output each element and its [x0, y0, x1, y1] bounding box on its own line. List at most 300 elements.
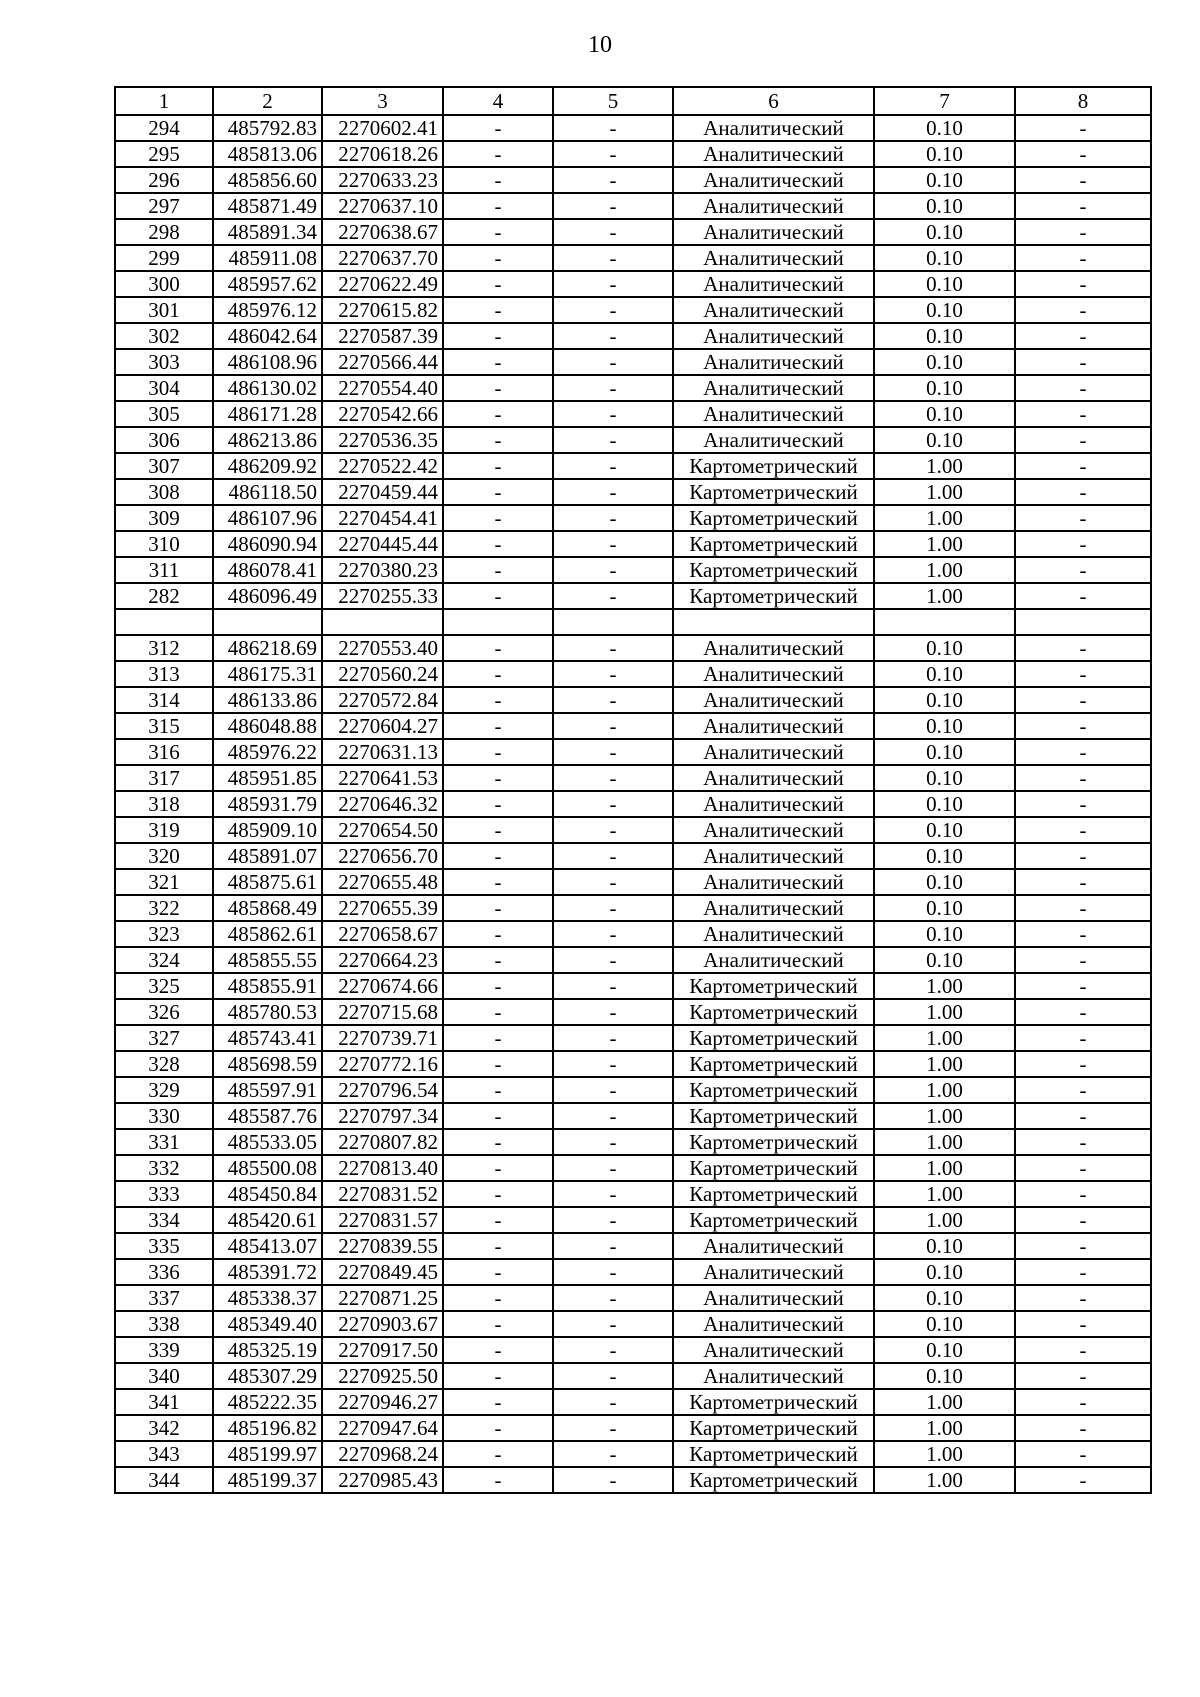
table-cell-col-2: 485909.10: [213, 817, 322, 843]
table-cell-col-6: Аналитический: [673, 297, 874, 323]
table-cell-col-6: Аналитический: [673, 219, 874, 245]
table-row: [115, 1233, 1151, 1259]
table-cell-col-2: 485533.05: [213, 1129, 322, 1155]
table-cell-col-4: -: [443, 349, 553, 375]
table-cell-col-5: -: [553, 1363, 673, 1389]
table-cell-col-4: -: [443, 167, 553, 193]
table-cell-col-7: 0.10: [874, 921, 1015, 947]
table-cell-col-8: -: [1015, 1233, 1151, 1259]
table-cell-col-7: 0.10: [874, 115, 1015, 141]
table-cell-col-2: 485420.61: [213, 1207, 322, 1233]
table-cell-col-2: 486048.88: [213, 713, 322, 739]
table-row: [115, 973, 1151, 999]
table-cell-col-4: -: [443, 635, 553, 661]
table-cell-col-4: -: [443, 583, 553, 609]
table-cell-col-8: -: [1015, 297, 1151, 323]
table-cell-col-6: Аналитический: [673, 1233, 874, 1259]
table-cell-col-3: 2270380.23: [322, 557, 443, 583]
table-cell-col-8: -: [1015, 505, 1151, 531]
table-row: [115, 947, 1151, 973]
table-row: [115, 141, 1151, 167]
table-cell-col-6: Аналитический: [673, 817, 874, 843]
table-row: [115, 921, 1151, 947]
table-cell-col-3: 2270664.23: [322, 947, 443, 973]
table-cell-col-2: 485957.62: [213, 271, 322, 297]
table-cell-col-6: Картометрический: [673, 1103, 874, 1129]
table-cell-col-6: Аналитический: [673, 1311, 874, 1337]
column-header-3: 3: [322, 87, 443, 115]
table-cell-col-1: 324: [115, 947, 213, 973]
table-cell-col-5: -: [553, 453, 673, 479]
table-cell-col-8: -: [1015, 1337, 1151, 1363]
table-cell-col-4: [443, 609, 553, 635]
table-cell-col-5: -: [553, 791, 673, 817]
table-cell-col-5: -: [553, 1025, 673, 1051]
table-cell-col-5: -: [553, 1051, 673, 1077]
table-cell-col-8: -: [1015, 843, 1151, 869]
table-row: [115, 375, 1151, 401]
table-cell-col-3: 2270615.82: [322, 297, 443, 323]
table-cell-col-6: Картометрический: [673, 1155, 874, 1181]
table-cell-col-8: -: [1015, 661, 1151, 687]
table-cell-col-3: 2270255.33: [322, 583, 443, 609]
table-cell-col-5: -: [553, 1207, 673, 1233]
table-cell-col-5: -: [553, 635, 673, 661]
table-cell-col-1: 294: [115, 115, 213, 141]
table-cell-col-6: Картометрический: [673, 1077, 874, 1103]
table-row: [115, 843, 1151, 869]
table-cell-col-3: 2270656.70: [322, 843, 443, 869]
table-cell-col-4: -: [443, 479, 553, 505]
table-row: [115, 349, 1151, 375]
table-cell-col-8: -: [1015, 1311, 1151, 1337]
table-cell-col-1: 302: [115, 323, 213, 349]
table-row: [115, 609, 1151, 635]
table-row: [115, 583, 1151, 609]
table-cell-col-6: Картометрический: [673, 1051, 874, 1077]
table-cell-col-8: -: [1015, 245, 1151, 271]
table-cell-col-4: -: [443, 999, 553, 1025]
table-cell-col-7: 0.10: [874, 765, 1015, 791]
table-cell-col-5: -: [553, 505, 673, 531]
table-row: [115, 1077, 1151, 1103]
table-cell-col-3: 2270536.35: [322, 427, 443, 453]
table-cell-col-7: 0.10: [874, 1259, 1015, 1285]
table-row: [115, 557, 1151, 583]
table-cell-col-1: 330: [115, 1103, 213, 1129]
table-cell-col-3: 2270633.23: [322, 167, 443, 193]
table-cell-col-2: 485597.91: [213, 1077, 322, 1103]
table-cell-col-2: 485813.06: [213, 141, 322, 167]
table-cell-col-5: -: [553, 1077, 673, 1103]
table-cell-col-3: 2270917.50: [322, 1337, 443, 1363]
table-cell-col-1: 314: [115, 687, 213, 713]
table-cell-col-6: Аналитический: [673, 1259, 874, 1285]
table-cell-col-8: -: [1015, 1181, 1151, 1207]
table-cell-col-6: Картометрический: [673, 531, 874, 557]
table-cell-col-1: 300: [115, 271, 213, 297]
table-row: [115, 1311, 1151, 1337]
table-row: [115, 479, 1151, 505]
table-cell-col-5: -: [553, 1389, 673, 1415]
table-cell-col-2: 485891.07: [213, 843, 322, 869]
table-cell-col-6: Аналитический: [673, 687, 874, 713]
table-cell-col-2: 485325.19: [213, 1337, 322, 1363]
table-cell-col-3: 2270968.24: [322, 1441, 443, 1467]
table-cell-col-2: 486213.86: [213, 427, 322, 453]
table-cell-col-2: 485871.49: [213, 193, 322, 219]
table-cell-col-7: 0.10: [874, 349, 1015, 375]
table-cell-col-7: 0.10: [874, 297, 1015, 323]
table-cell-col-8: -: [1015, 1415, 1151, 1441]
table-cell-col-8: -: [1015, 635, 1151, 661]
table-row: [115, 1441, 1151, 1467]
table-cell-col-8: -: [1015, 193, 1151, 219]
table-cell-col-6: Аналитический: [673, 895, 874, 921]
table-cell-col-4: -: [443, 1181, 553, 1207]
table-cell-col-6: Аналитический: [673, 661, 874, 687]
table-cell-col-5: -: [553, 973, 673, 999]
table-cell-col-4: -: [443, 947, 553, 973]
table-cell-col-2: 486130.02: [213, 375, 322, 401]
table-cell-col-5: -: [553, 661, 673, 687]
table-cell-col-1: 323: [115, 921, 213, 947]
table-cell-col-1: 322: [115, 895, 213, 921]
table-cell-col-7: 0.10: [874, 427, 1015, 453]
table-cell-col-3: 2270655.39: [322, 895, 443, 921]
table-cell-col-3: 2270553.40: [322, 635, 443, 661]
table-cell-col-7: 0.10: [874, 1311, 1015, 1337]
table-cell-col-2: 485307.29: [213, 1363, 322, 1389]
table-cell-col-2: 486107.96: [213, 505, 322, 531]
table-cell-col-4: -: [443, 1441, 553, 1467]
table-cell-col-7: 0.10: [874, 869, 1015, 895]
table-cell-col-5: -: [553, 1259, 673, 1285]
table-cell-col-5: -: [553, 323, 673, 349]
table-cell-col-8: [1015, 609, 1151, 635]
table-cell-col-4: -: [443, 843, 553, 869]
table-cell-col-4: -: [443, 531, 553, 557]
table-row: [115, 1181, 1151, 1207]
table-row: [115, 297, 1151, 323]
table-cell-col-2: 485450.84: [213, 1181, 322, 1207]
table-cell-col-8: -: [1015, 1077, 1151, 1103]
table-cell-col-1: 332: [115, 1155, 213, 1181]
table-cell-col-8: -: [1015, 999, 1151, 1025]
table-cell-col-1: 344: [115, 1467, 213, 1493]
table-cell-col-8: -: [1015, 1285, 1151, 1311]
table-cell-col-1: 319: [115, 817, 213, 843]
table-cell-col-4: -: [443, 1129, 553, 1155]
table-cell-col-4: -: [443, 505, 553, 531]
table-cell-col-8: -: [1015, 115, 1151, 141]
table-cell-col-1: 338: [115, 1311, 213, 1337]
table-cell-col-8: -: [1015, 141, 1151, 167]
table-cell-col-5: -: [553, 895, 673, 921]
table-cell-col-3: 2270638.67: [322, 219, 443, 245]
table-cell-col-1: 304: [115, 375, 213, 401]
table-cell-col-2: 485391.72: [213, 1259, 322, 1285]
table-cell-col-3: 2270566.44: [322, 349, 443, 375]
table-cell-col-5: -: [553, 869, 673, 895]
table-cell-col-5: -: [553, 739, 673, 765]
table-cell-col-4: -: [443, 687, 553, 713]
table-cell-col-6: Аналитический: [673, 323, 874, 349]
table-cell-col-2: 485587.76: [213, 1103, 322, 1129]
table-cell-col-4: -: [443, 791, 553, 817]
table-cell-col-8: -: [1015, 869, 1151, 895]
table-cell-col-7: 1.00: [874, 1181, 1015, 1207]
table-cell-col-6: Аналитический: [673, 1363, 874, 1389]
table-cell-col-6: Картометрический: [673, 1181, 874, 1207]
table-cell-col-3: 2270641.53: [322, 765, 443, 791]
table-cell-col-2: 486118.50: [213, 479, 322, 505]
table-cell-col-6: Аналитический: [673, 791, 874, 817]
table-row: [115, 1467, 1151, 1493]
table-cell-col-8: -: [1015, 1051, 1151, 1077]
table-cell-col-7: 0.10: [874, 193, 1015, 219]
table-cell-col-5: -: [553, 115, 673, 141]
table-cell-col-1: 303: [115, 349, 213, 375]
table-cell-col-4: -: [443, 1103, 553, 1129]
table-cell-col-1: 282: [115, 583, 213, 609]
column-header-5: 5: [553, 87, 673, 115]
table-cell-col-2: 485698.59: [213, 1051, 322, 1077]
table-cell-col-4: -: [443, 1337, 553, 1363]
table-cell-col-1: 320: [115, 843, 213, 869]
table-cell-col-2: 486108.96: [213, 349, 322, 375]
table-cell-col-8: -: [1015, 1207, 1151, 1233]
table-cell-col-6: Аналитический: [673, 869, 874, 895]
table-cell-col-4: -: [443, 973, 553, 999]
table-cell-col-4: -: [443, 141, 553, 167]
table-cell-col-7: 1.00: [874, 1025, 1015, 1051]
table-row: [115, 115, 1151, 141]
table-cell-col-1: 295: [115, 141, 213, 167]
table-cell-col-4: -: [443, 1051, 553, 1077]
table-cell-col-1: 336: [115, 1259, 213, 1285]
table-cell-col-8: -: [1015, 739, 1151, 765]
table-cell-col-6: Аналитический: [673, 141, 874, 167]
table-row: [115, 1129, 1151, 1155]
table-cell-col-2: 486218.69: [213, 635, 322, 661]
table-cell-col-1: 296: [115, 167, 213, 193]
table-row: [115, 817, 1151, 843]
table-cell-col-1: 312: [115, 635, 213, 661]
table-cell-col-5: -: [553, 1129, 673, 1155]
table-cell-col-4: -: [443, 661, 553, 687]
table-cell-col-4: -: [443, 193, 553, 219]
table-cell-col-5: -: [553, 401, 673, 427]
table-cell-col-6: Аналитический: [673, 115, 874, 141]
table-cell-col-6: Аналитический: [673, 193, 874, 219]
table-cell-col-7: 1.00: [874, 479, 1015, 505]
table-cell-col-5: -: [553, 583, 673, 609]
table-cell-col-8: -: [1015, 791, 1151, 817]
table-cell-col-2: 486171.28: [213, 401, 322, 427]
table-cell-col-5: -: [553, 167, 673, 193]
table-cell-col-1: 326: [115, 999, 213, 1025]
table-cell-col-3: 2270772.16: [322, 1051, 443, 1077]
table-cell-col-4: -: [443, 427, 553, 453]
table-cell-col-4: -: [443, 765, 553, 791]
table-cell-col-8: -: [1015, 895, 1151, 921]
table-cell-col-4: -: [443, 739, 553, 765]
table-cell-col-2: 486090.94: [213, 531, 322, 557]
table-cell-col-6: Картометрический: [673, 1467, 874, 1493]
table-cell-col-7: 1.00: [874, 999, 1015, 1025]
table-cell-col-4: -: [443, 869, 553, 895]
table-cell-col-2: 485976.12: [213, 297, 322, 323]
table-cell-col-8: -: [1015, 583, 1151, 609]
table-cell-col-2: 486133.86: [213, 687, 322, 713]
table-cell-col-1: 325: [115, 973, 213, 999]
table-cell-col-3: 2270618.26: [322, 141, 443, 167]
page-number: 10: [588, 32, 612, 58]
table-cell-col-3: 2270522.42: [322, 453, 443, 479]
table-cell-col-3: 2270637.70: [322, 245, 443, 271]
table-cell-col-6: Картометрический: [673, 1441, 874, 1467]
table-cell-col-2: [213, 609, 322, 635]
table-cell-col-8: -: [1015, 1441, 1151, 1467]
table-cell-col-5: -: [553, 1181, 673, 1207]
table-cell-col-1: [115, 609, 213, 635]
table-cell-col-1: 297: [115, 193, 213, 219]
table-row: [115, 1025, 1151, 1051]
table-cell-col-4: -: [443, 401, 553, 427]
table-cell-col-8: -: [1015, 765, 1151, 791]
table-cell-col-8: -: [1015, 557, 1151, 583]
table-cell-col-8: -: [1015, 817, 1151, 843]
table-cell-col-7: 0.10: [874, 375, 1015, 401]
column-header-4: 4: [443, 87, 553, 115]
table-cell-col-3: [322, 609, 443, 635]
table-cell-col-1: 331: [115, 1129, 213, 1155]
table-cell-col-2: 485868.49: [213, 895, 322, 921]
table-cell-col-5: -: [553, 375, 673, 401]
table-cell-col-8: -: [1015, 427, 1151, 453]
table-cell-col-8: -: [1015, 947, 1151, 973]
table-cell-col-5: -: [553, 297, 673, 323]
table-cell-col-8: -: [1015, 167, 1151, 193]
table-cell-col-2: 485199.37: [213, 1467, 322, 1493]
coordinates-table: [114, 86, 1152, 1494]
table-cell-col-6: Картометрический: [673, 1389, 874, 1415]
table-cell-col-3: 2270925.50: [322, 1363, 443, 1389]
table-cell-col-2: 485931.79: [213, 791, 322, 817]
table-cell-col-7: 0.10: [874, 739, 1015, 765]
table-cell-col-6: Аналитический: [673, 947, 874, 973]
table-cell-col-1: 315: [115, 713, 213, 739]
table-cell-col-4: -: [443, 1363, 553, 1389]
table-cell-col-6: [673, 609, 874, 635]
table-row: [115, 401, 1151, 427]
table-cell-col-6: Аналитический: [673, 1285, 874, 1311]
table-cell-col-1: 317: [115, 765, 213, 791]
table-cell-col-7: 1.00: [874, 1415, 1015, 1441]
table-cell-col-3: 2270796.54: [322, 1077, 443, 1103]
table-cell-col-3: 2270831.52: [322, 1181, 443, 1207]
table-cell-col-3: 2270646.32: [322, 791, 443, 817]
table-cell-col-3: 2270459.44: [322, 479, 443, 505]
table-cell-col-8: -: [1015, 1467, 1151, 1493]
table-cell-col-5: -: [553, 1103, 673, 1129]
table-cell-col-1: 341: [115, 1389, 213, 1415]
table-row: [115, 1051, 1151, 1077]
table-cell-col-8: -: [1015, 375, 1151, 401]
column-header-1: 1: [115, 87, 213, 115]
table-cell-col-1: 298: [115, 219, 213, 245]
table-cell-col-1: 308: [115, 479, 213, 505]
table-cell-col-1: 337: [115, 1285, 213, 1311]
table-cell-col-1: 310: [115, 531, 213, 557]
table-cell-col-5: [553, 609, 673, 635]
table-cell-col-8: -: [1015, 323, 1151, 349]
table-cell-col-2: 486175.31: [213, 661, 322, 687]
table-cell-col-3: 2270631.13: [322, 739, 443, 765]
table-cell-col-5: -: [553, 1233, 673, 1259]
table-cell-col-2: 485856.60: [213, 167, 322, 193]
table-cell-col-7: 1.00: [874, 505, 1015, 531]
table-cell-col-4: -: [443, 115, 553, 141]
table-cell-col-1: 316: [115, 739, 213, 765]
table-row: [115, 1415, 1151, 1441]
table-cell-col-7: 1.00: [874, 531, 1015, 557]
column-header-6: 6: [673, 87, 874, 115]
table-cell-col-4: -: [443, 453, 553, 479]
table-cell-col-5: -: [553, 1467, 673, 1493]
table-row: [115, 1389, 1151, 1415]
table-cell-col-7: 1.00: [874, 973, 1015, 999]
table-cell-col-3: 2270554.40: [322, 375, 443, 401]
table-cell-col-2: 485862.61: [213, 921, 322, 947]
table-cell-col-4: -: [443, 375, 553, 401]
table-cell-col-4: -: [443, 817, 553, 843]
table-row: [115, 1207, 1151, 1233]
table-cell-col-6: Аналитический: [673, 635, 874, 661]
table-cell-col-2: 485743.41: [213, 1025, 322, 1051]
table-cell-col-6: Картометрический: [673, 479, 874, 505]
table-cell-col-3: 2270602.41: [322, 115, 443, 141]
table-cell-col-8: -: [1015, 973, 1151, 999]
table-cell-col-2: 486042.64: [213, 323, 322, 349]
table-cell-col-6: Аналитический: [673, 739, 874, 765]
table-row: [115, 999, 1151, 1025]
table-cell-col-1: 329: [115, 1077, 213, 1103]
table-cell-col-1: 342: [115, 1415, 213, 1441]
table-cell-col-3: 2270871.25: [322, 1285, 443, 1311]
table-cell-col-8: -: [1015, 479, 1151, 505]
table-cell-col-2: 485196.82: [213, 1415, 322, 1441]
table-row: [115, 505, 1151, 531]
table-cell-col-8: -: [1015, 1259, 1151, 1285]
table-cell-col-5: -: [553, 557, 673, 583]
table-cell-col-4: -: [443, 1285, 553, 1311]
table-cell-col-8: -: [1015, 349, 1151, 375]
table-row: [115, 271, 1151, 297]
table-cell-col-3: 2270658.67: [322, 921, 443, 947]
table-cell-col-7: 0.10: [874, 895, 1015, 921]
column-header-2: 2: [213, 87, 322, 115]
table-cell-col-7: 1.00: [874, 1077, 1015, 1103]
table-row: [115, 687, 1151, 713]
table-row: [115, 1155, 1151, 1181]
table-cell-col-3: 2270637.10: [322, 193, 443, 219]
table-cell-col-7: 0.10: [874, 687, 1015, 713]
table-cell-col-6: Картометрический: [673, 1025, 874, 1051]
table-cell-col-6: Аналитический: [673, 271, 874, 297]
table-cell-col-1: 299: [115, 245, 213, 271]
